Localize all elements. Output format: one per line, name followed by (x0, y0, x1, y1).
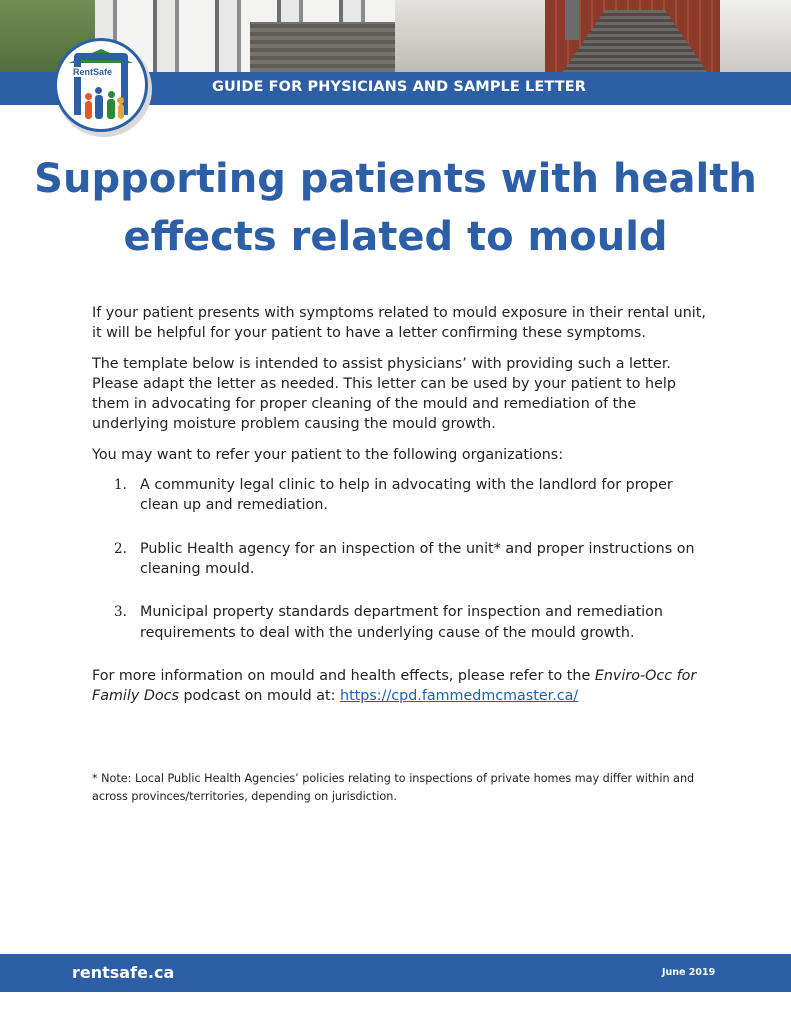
footer-date: June 2019 (662, 967, 716, 978)
chimney (565, 0, 579, 40)
person-icon (95, 95, 103, 119)
list-text: A community legal clinic to help in advocating with the landlord for proper clean up and remediation. (140, 477, 673, 514)
organizations-list (92, 475, 712, 643)
person-icon (85, 101, 92, 119)
document-body (92, 303, 712, 716)
list-number: 1. (114, 477, 127, 494)
podcast-title: Enviro-Occ for Family Docs (92, 667, 697, 705)
footer-website: rentsafe.ca (72, 963, 175, 982)
list-item (92, 539, 712, 580)
list-text: Municipal property standards department for inspection and remediation requirements to deal with the underlying cause of the mould growth. (140, 604, 663, 641)
intro-paragraph: If your patient presents with symptoms related to mould exposure in their rental unit, it will be helpful for your patient to have a letter confirming these symptoms. (92, 305, 706, 342)
white-house (720, 0, 791, 76)
person-icon (95, 87, 102, 94)
banner-title: GUIDE FOR PHYSICIANS AND SAMPLE LETTER (212, 79, 586, 95)
list-item (92, 602, 712, 643)
more-info-prefix: For more information on mould and health effects, please refer to the (92, 667, 595, 684)
logo-text: RentSafe (73, 67, 113, 77)
refer-paragraph: You may want to refer your patient to the following organizations: (92, 446, 564, 463)
person-icon (85, 93, 92, 100)
footnote: * Note: Local Public Health Agencies’ policies relating to inspections of private homes may differ within and across provinces/territories, depending on jurisdiction. (92, 772, 695, 803)
footer-bar (0, 954, 791, 992)
roof-shingles (250, 22, 410, 76)
person-icon (118, 104, 124, 119)
template-paragraph: The template below is intended to assist physicians’ with providing such a letter. Please adapt the letter as needed. This letter can be used by your patient to help them in advocating for proper cleaning of the mould and remediation of the underlying moisture problem causing the mould growth. (92, 355, 676, 433)
person-icon (117, 97, 124, 104)
person-icon (108, 91, 115, 98)
list-number: 3. (114, 604, 127, 621)
page-title-line2: effects related to mould (123, 214, 668, 260)
rentsafe-logo (54, 38, 148, 132)
house-wall (395, 0, 545, 76)
podcast-link[interactable]: https://cpd.fammedmcmaster.ca/ (340, 688, 579, 705)
more-info-middle: podcast on mould at: (178, 688, 341, 705)
list-number: 2. (114, 540, 127, 557)
list-text: Public Health agency for an inspection of the unit* and proper instructions on cleaning mould. (140, 540, 695, 577)
page-title (30, 150, 761, 266)
page-title-line1: Supporting patients with health (34, 156, 757, 202)
list-item (92, 475, 712, 516)
more-info-paragraph (92, 666, 712, 707)
person-icon (107, 99, 115, 119)
